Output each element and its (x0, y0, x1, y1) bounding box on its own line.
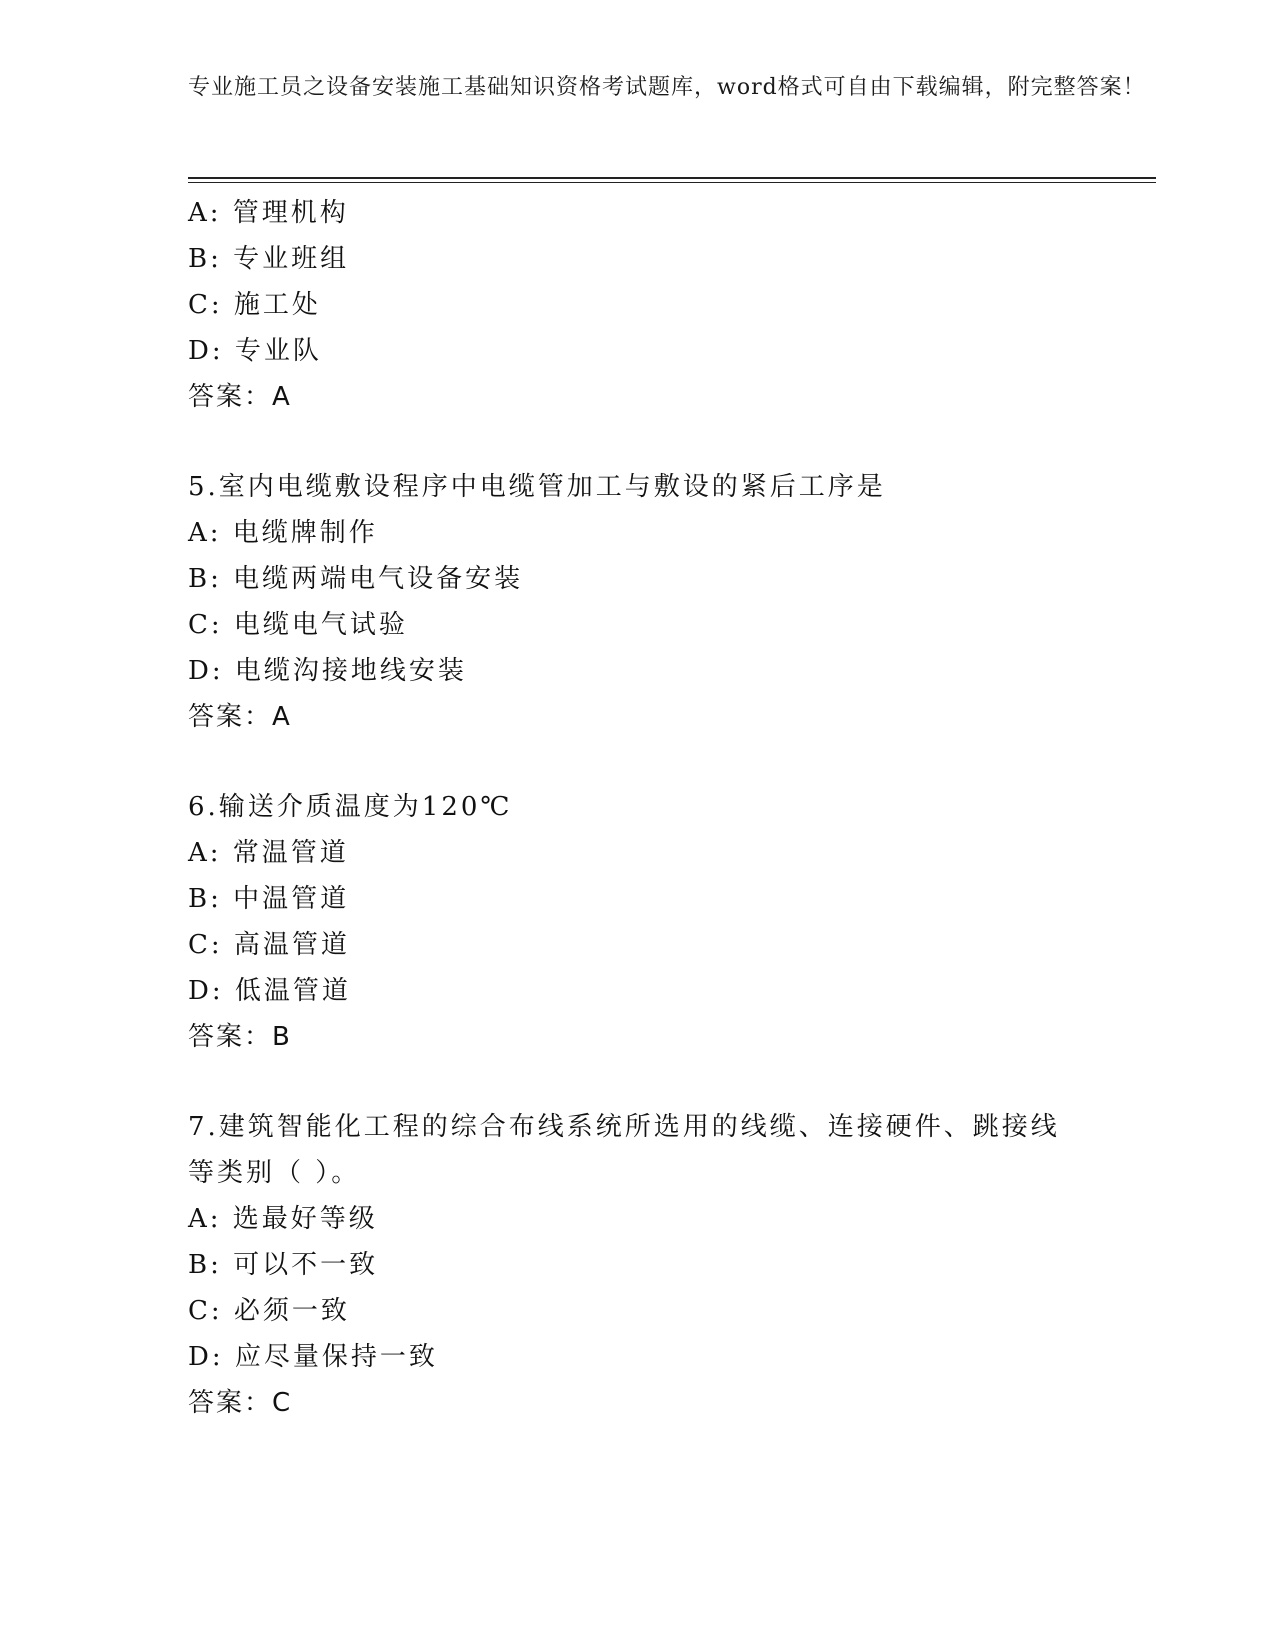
answer: 答案：C (188, 1388, 293, 1418)
header-divider-secondary (188, 182, 1156, 183)
option-d: D: 低温管道 (188, 976, 351, 1006)
spacer (188, 420, 1128, 464)
question-content (188, 190, 1128, 1426)
option-b: B: 中温管道 (188, 884, 350, 914)
option-d: D: 专业队 (188, 336, 322, 366)
spacer (188, 1060, 1128, 1104)
option-a: A: 电缆牌制作 (188, 518, 378, 548)
option-c: C: 高温管道 (188, 930, 350, 960)
question-stem: 5.室内电缆敷设程序中电缆管加工与敷设的紧后工序是 (188, 472, 886, 502)
question-6 (188, 784, 1128, 1060)
question-stem: 6.输送介质温度为120℃ (188, 792, 513, 822)
answer: 答案：B (188, 1022, 292, 1052)
question-stem: 7.建筑智能化工程的综合布线系统所选用的线缆、连接硬件、跳接线等类别（ ）。 (188, 1112, 1060, 1188)
answer: 答案：A (188, 382, 292, 412)
spacer (188, 740, 1128, 784)
answer: 答案：A (188, 702, 292, 732)
option-b: B: 电缆两端电气设备安装 (188, 564, 524, 594)
question-7 (188, 1104, 1128, 1426)
question-4 (188, 190, 1128, 420)
option-c: C: 必须一致 (188, 1296, 350, 1326)
option-a: A: 管理机构 (188, 198, 349, 228)
option-c: C: 施工处 (188, 290, 321, 320)
option-b: B: 可以不一致 (188, 1250, 379, 1280)
page-header: 专业施工员之设备安装施工基础知识资格考试题库，word格式可自由下载编辑，附完整答案！ (188, 75, 1146, 100)
header-divider (188, 177, 1156, 179)
option-a: A: 选最好等级 (188, 1204, 378, 1234)
option-b: B: 专业班组 (188, 244, 350, 274)
option-d: D: 电缆沟接地线安装 (188, 656, 467, 686)
question-5 (188, 464, 1128, 740)
option-c: C: 电缆电气试验 (188, 610, 408, 640)
option-a: A: 常温管道 (188, 838, 349, 868)
option-d: D: 应尽量保持一致 (188, 1342, 438, 1372)
